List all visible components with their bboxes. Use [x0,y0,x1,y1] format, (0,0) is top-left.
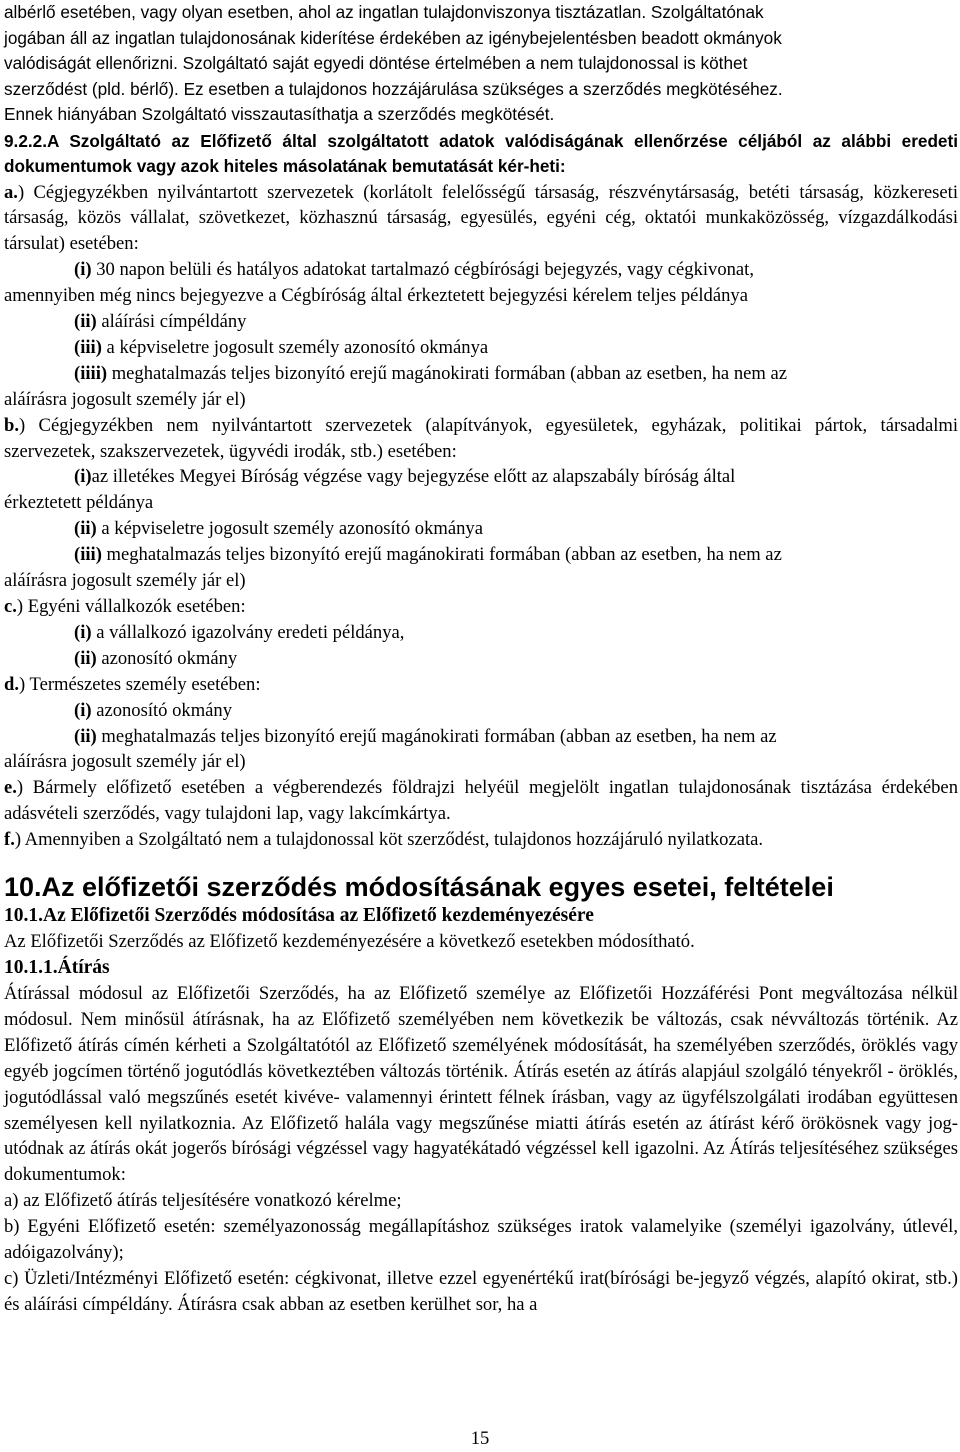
chapter-heading: 10.Az előfizetői szerződés módosításának egyes esetei, feltételei [4,872,834,903]
sub-label: (ii) [74,518,97,540]
sub-continuation: aláírásra jogosult személy jár el) [4,751,246,773]
item-text: ) Cégjegyzékben nyilvántartott szervezetek (korlátolt felelősségű társaság, részvénytársaság, betéti társaság, közkereseti társaság, közös vállalat, szövetkezet, közhasznú társaság, egyesülés, egyéni cég, oktatói munkaközösség, vízgazdálkodási társulat) esetében: [4,181,958,255]
item-b [4,413,958,594]
section-text: A Szolgáltató az Előfizető által szolgáltatott adatok valódiságának ellenőrzése céljából az alábbi eredeti dokumentumok vagy azok hiteles másolatának bemutatását kér-heti: [4,130,958,176]
document-list-item: b) Egyéni Előfizető esetén: személyazonosság megállapításhoz szükséges iratok valamelyike (személyi igazolvány, útlevél, adóigazolvány); [4,1216,958,1264]
item-e [4,775,958,827]
item-letter: b. [4,414,19,436]
intro-line: Ennek hiányában Szolgáltató visszautasíthatja a szerződés megkötését. [4,104,555,124]
document-page [4,0,958,1318]
sub-continuation: aláírásra jogosult személy jár el) [4,388,246,410]
intro-line: szerződést (pld. bérlő). Ez esetben a tulajdonos hozzájárulása szükséges a szerződés megkötéséhez. [4,78,783,99]
sub-label: (iiii) [74,362,108,384]
item-a [4,180,958,413]
sub-label: (i) [74,259,92,281]
subsection-heading: 10.1.1.Átírás [4,956,110,978]
item-f [4,827,958,853]
subsection-body: Átírással módosul az Előfizetői Szerződés, ha az Előfizető személye az Előfizetői Hozzáférési Pont megváltozása nélkül módosul. Nem minősül átírásnak, ha az Előfizető személyében nem következik be változás, csak névváltozás történik. Az Előfizető átírás címén kérheti a Szolgáltatótól az Előfizető személyének módosítását, ha személyében szerződés, öröklés vagy egyéb jogcímen történő jogutódlás következtében változás történik. Átírás esetén az átírás alapjául szolgáló tényekről - öröklés, jogutódlással való megszűnés esetét kivéve- valamennyi érintett félnek írásban, vagy az ügyfélszolgálati irodában együttesen személyesen kell nyilatkoznia. Az Előfizető halála vagy megszűnése miatti átírás esetén az átírást kérő örökösnek vagy jog-utódnak az átírás okát jogerős bírósági végzéssel vagy hagyatékátadó végzéssel kell igazolni. Az Átírás teljesítéséhez szükséges dokumentumok: [4,982,958,1186]
sub-text: meghatalmazás teljes bizonyító erejű magánokirati formában (abban az esetben, ha nem az [101,544,782,566]
sub-text: a vállalkozó igazolvány eredeti példánya, [91,621,405,643]
sub-label: (iii) [74,336,102,358]
item-text: ) Bármely előfizető esetében a végberendezés földrajzi helyéül megjelölt ingatlan tulajdonosának tisztázása érdekében adásvételi szerződés, vagy tulajdoni lap, vagy lakcímkártya. [4,777,958,825]
section-heading: 10.1.Az Előfizetői Szerződés módosítása az Előfizető kezdeményezésére [4,905,594,927]
sub-text: 30 napon belüli és hatályos adatokat tartalmazó cégbírósági bejegyzés, vagy cégkivonat, [91,259,754,281]
document-list-item: c) Üzleti/Intézményi Előfizető esetén: cégkivonat, illetve ezzel egyenértékű irat(bírósági be-jegyző végzés, alapító okirat, stb.) és aláírási címpéldány. Átírásra csak abban az esetben kerülhet sor, ha a [4,1267,958,1315]
sub-label: (i) [74,466,92,488]
sub-text: azonosító okmány [96,647,238,669]
intro-line: jogában áll az ingatlan tulajdonosának kiderítése érdekében az igénybejelentésben beadott okmányok [4,27,782,48]
section-9-2-2 [4,129,958,180]
sub-text: a képviseletre jogosult személy azonosító okmánya [101,336,489,358]
sub-continuation: amennyiben még nincs bejegyezve a Cégbíróság által érkeztetett bejegyzési kérelem teljes példánya [4,285,748,307]
section-number: 9.2.2. [4,130,48,151]
sub-label: (ii) [74,647,97,669]
item-text: ) Cégjegyzékben nem nyilvántartott szervezetek (alapítványok, egyesületek, egyházak, politikai pártok, társadalmi szervezetek, szakszervezetek, ügyvédi irodák, stb.) esetében: [4,414,958,462]
document-list-item: a) az Előfizető átírás teljesítésére vonatkozó kérelme; [4,1190,402,1212]
sub-text: az illetékes Megyei Bíróság végzése vagy bejegyzése előtt az alapszabály bíróság által [91,466,736,488]
item-letter: f. [4,829,15,851]
item-text: ) Egyéni vállalkozók esetében: [16,596,246,617]
sub-text: aláírási címpéldány [96,311,247,333]
sub-label: (ii) [74,311,97,333]
sub-label: (i) [74,699,92,721]
intro-line: albérlő esetében, vagy olyan esetben, ahol az ingatlan tulajdonviszonya tisztázatlan. Szolgáltatónak [4,2,764,22]
page-number: 15 [470,1428,490,1449]
item-text: ) Természetes személy esetében: [19,673,261,695]
item-c [4,594,958,672]
item-d [4,672,958,776]
sub-continuation: aláírásra jogosult személy jár el) [4,570,246,592]
item-text: ) Amennyiben a Szolgáltató nem a tulajdonossal köt szerződést, tulajdonos hozzájáruló nyilatkozata. [14,829,764,851]
sub-text: a képviseletre jogosult személy azonosító okmánya [96,518,483,540]
item-letter: a. [4,181,18,203]
sub-label: (iii) [74,544,102,566]
sub-text: azonosító okmány [91,699,233,721]
intro-paragraph [4,0,958,128]
sub-continuation: érkeztetett példánya [4,492,154,514]
section-intro: Az Előfizetői Szerződés az Előfizető kezdeményezésére a következő esetekben módosítható. [4,931,695,953]
item-letter: e. [4,777,17,799]
sub-text: meghatalmazás teljes bizonyító erejű magánokirati formában (abban az esetben, ha nem az [96,725,777,747]
item-letter: d. [4,673,19,695]
sub-label: (ii) [74,725,97,747]
sub-text: meghatalmazás teljes bizonyító erejű magánokirati formában (abban az esetben, ha nem az [107,362,787,384]
item-letter: c. [4,596,17,617]
sub-label: (i) [74,621,92,643]
intro-line: valódiságát ellenőrizni. Szolgáltató saját egyedi döntése értelmében a nem tulajdonossal is köthet [4,53,748,73]
